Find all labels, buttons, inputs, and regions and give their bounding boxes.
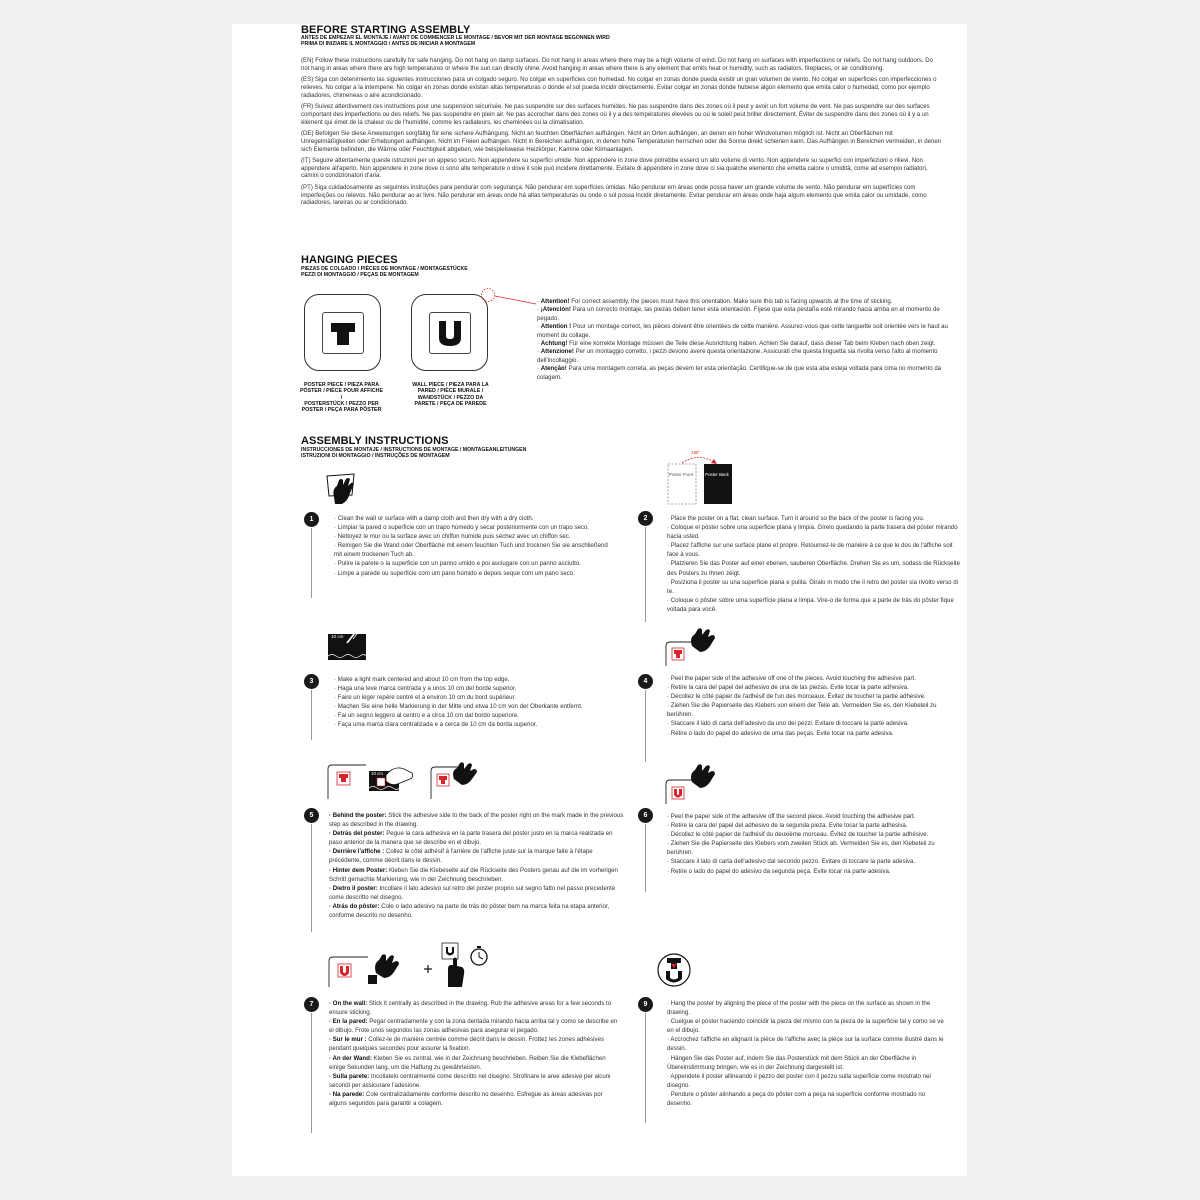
step-2-text <box>667 514 963 614</box>
step-line: · Place the poster on a flat, clean surface. Turn it around so the back of the poster is facing you. <box>667 515 925 522</box>
step-line: · Reinigen Sie die Wand oder Oberfläche mit einem feuchten Tuch und trocknen Sie sie anschließend mit einem trockenen Tuch ab. <box>334 542 608 559</box>
step-1-line <box>311 528 312 598</box>
step-line: · Faça uma marca clara centralizada e a cerca de 10 cm da borda superior. <box>334 721 538 729</box>
step-line: · Hang the poster by aligning the piece of the poster with the piece on the surface as shown in the drawing. <box>667 1000 931 1017</box>
step-line: · Retire o lado do papel do adesivo de uma das peças. Evite tocar na parte adesiva. <box>667 729 894 737</box>
stick-wall-diagram <box>324 939 504 989</box>
step-9-text <box>667 999 949 1108</box>
attention-text: Per un montaggio corretto, i pezzi devono avere questa orientazione. Assicurati che questa linguetta sia rivolta verso l'alto al momento dell'incollaggio. <box>537 348 938 364</box>
step-line: · Fai un segno leggero al centro e a circa 10 cm dal bordo superiore. <box>334 712 519 720</box>
poster-piece-caption <box>299 382 384 413</box>
step-line <box>329 999 619 1017</box>
step-4-line <box>645 690 646 762</box>
step-5-line <box>311 824 312 932</box>
hanging-subtitle-2: PEZZI DI MONTAGGIO / PEÇAS DE MONTAGEM <box>301 272 419 278</box>
intro-it: (IT) Seguire attentamente queste istruzioni per un appeso sicuro. Non appendere su superfici umide. Non appendere in zone dove potrebbe esserci un alto volume di vento. Non appendere su superfici con imperfezioni o rilievi. Non appendere all'aperto. Non appendere in zone dove ci sono alte temperature o dove il sole può incidere direttamente. Evitare di appendere in zone dove ci sia qualche elemento che emetta calore o umidità, come ad esempio radiatori, camini o condizionatori d'aria. <box>301 157 928 180</box>
step-line: · Décollez le côté papier de l'adhésif du deuxième morceau. Évitez de toucher la partie adhésive. <box>667 831 929 839</box>
step-line: · Coloque o pôster sobre uma superfície plana e limpa. Vire-o de forma que a parte de trás do pôster fique voltada para você. <box>667 596 954 613</box>
caption-line: PARED / PIÈCE MURALE / <box>417 388 484 395</box>
step-line: · Coloque el póster sobre una superficie plana y limpia. Gírelo quedando la parte trasera del póster mirando hacia usted. <box>667 524 958 541</box>
attention-notes <box>537 298 957 382</box>
step-5-number: 5 <box>304 808 319 823</box>
attention-lead: Achtung! <box>540 340 568 348</box>
step-body: Incollare il lato adesivo sul retro del poster proprio sul segno fatto nel passo precedente come descritto nel disegno. <box>329 884 616 901</box>
intro-es: (ES) Siga con detenimiento las siguientes instrucciones para un colgado seguro. No colgar en superficies con humedad. No colgar en zonas donde pueda existir un gran volumen de viento. No colgar en superficies con imperfecciones o relieves. No colgar a la intemperie. No colgar en zonas donde existan altas temperaturas o donde el sol pueda incidir directamente. Evitar colgar en zonas donde hubiese algún elemento que emita calor o humedad, como por ejemplo radiadores, chimeneas o aire acondicionado. <box>301 76 937 99</box>
before-subtitle-2: PRIMA DI INIZIARE IL MONTAGGIO / ANTES DE INICIAR A MONTAGEM <box>301 41 476 47</box>
attention-text: Para un correcto montaje, las piezas deben tener esta orientación. Fíjese que esta pestaña esté mirando hacia arriba en el momento de pegado. <box>537 306 940 322</box>
caption-line: WALL PIECE / PIEZA PARA LA <box>412 382 489 388</box>
peel-second-piece-diagram <box>662 762 722 806</box>
step-lead: · Sulla parete: <box>329 1072 370 1080</box>
step-line: · Clean the wall or surface with a damp cloth and then dry with a dry cloth. <box>334 515 534 522</box>
step-line: · Appendete il poster allineando il pezzo del poster con il pezzo sulla superficie come mostrato nel disegno. <box>667 1072 931 1089</box>
assembly-subtitle-1: INSTRUCCIONES DE MONTAJE / INSTRUCTIONS DE MONTAGE / MONTAGEANLEITUNGEN <box>301 447 527 453</box>
step-line <box>329 1035 619 1053</box>
step-3-text <box>334 675 619 730</box>
intro-pt: (PT) Siga cuidadosamente as seguintes instruções para pendurar com segurança. Não pendurar em superfícies úmidas. Não pendurar em áreas onde possa haver um grande volume de vento. Não pendurar em superfícies com imperfeições ou relevos. Não pendurar ao ar livre. Não pendurar em áreas onde há altas temperaturas ou onde o sol possa incidir diretamente. Evitar pendurar em áreas onde haja algum elemento que emita calor ou umidade, como radiadores, lareiras ou ar condicionado. <box>301 184 927 207</box>
hang-poster-diagram <box>656 952 692 990</box>
step-9-number: 9 <box>638 997 653 1012</box>
step-line <box>329 829 624 847</box>
step-body: Collez le côté adhésif à l'arrière de l'affiche juste sur la marque faite à l'étape précédente, comme décrit dans le dessin. <box>329 848 593 865</box>
poster-back-label: Poster Back <box>705 472 729 477</box>
step-lead: · Na parede: <box>329 1090 365 1098</box>
attention-de: · Achtung! Für eine korrekte Montage müssen die Teile diese Ausrichtung haben. Achten Sie darauf, dass dieser Tab beim Kleben nach oben zeigt. <box>537 340 936 348</box>
attention-fr: · Attention ! Pour un montage correct, les pièces doivent être orientées de cette manière. Assurez-vous que cette languette soit orientée vers le haut au moment du collage. <box>537 323 948 339</box>
attention-lead: ¡Atención! <box>540 306 571 314</box>
step-1-text <box>334 514 609 578</box>
attention-text: Pour un montage correct, les pièces doivent être orientées de cette manière. Assurez-vous que cette languette soit orientée vers le haut au moment du collage. <box>537 323 948 339</box>
step-5-text <box>329 811 624 920</box>
caption-line: PARETE / PEÇA DE PAREDE <box>414 400 487 407</box>
hand-cloth-icon <box>324 471 360 507</box>
poster-piece-diagram <box>304 294 381 371</box>
hanging-title: HANGING PIECES <box>301 254 398 266</box>
attention-lead: Attention ! <box>540 323 572 331</box>
caption-line: PÓSTER / PIÈCE POUR AFFICHE / <box>299 388 384 401</box>
assembly-subtitle-2: ISTRUZIONI DI MONTAGGIO / INSTRUÇÕES DE MONTAGEM <box>301 453 450 459</box>
step-line: · Décollez le côté papier de l'adhésif de l'un des morceaux. Évitez de toucher la partie adhésive. <box>667 693 926 701</box>
step-lead: · En la pared: <box>329 1018 368 1026</box>
step-lead: · Detrás del póster: <box>329 830 385 838</box>
intro-fr: (FR) Suivez attentivement ces instructions pour une suspension sécurisée. Ne pas suspendre sur des surfaces humides. Ne pas suspendre dans des zones où il peut y avoir un fort volume de vent. Ne pas suspendre sur des surfaces comportant des imperfections ou des reliefs. Ne pas suspendre en plein air. Ne pas accrocher dans des zones où il y a des températures élevées ou où le soleil peut briller directement. Éviter de suspendre dans des zones où il y a un élément qui émet de la chaleur ou de l'humidité, comme les radiateurs, les cheminées ou la climatisation. <box>301 103 930 126</box>
step-lead: · Hinter dem Poster: <box>329 866 388 874</box>
mark-poster-diagram <box>327 626 369 662</box>
peel-adhesive-diagram <box>662 626 722 668</box>
attention-en: · Attention! For correct assembly, the pieces must have this orientation. Make sure this tab is facing upwards at the time of sticking. <box>537 298 893 305</box>
step-lead: · Dietro il poster: <box>329 884 378 892</box>
step-line: · Limpiar la pared o superficie con un trapo húmedo y secar posteriormente con un trapo seco. <box>334 524 590 532</box>
step-line: · Staccare il lato di carta dell'adesivo dal secondo pezzo. Evitare di toccare la parte adesiva. <box>667 858 916 866</box>
hanging-subtitle-1: PIEZAS DE COLGADO / PIÈCES DE MONTAGE / MONTAGESTÜCKE <box>301 266 468 272</box>
step-line: · Ziehen Sie die Papierseite des Klebers von einem der Teile ab. Vermeiden Sie es, den Klebeteil zu berühren. <box>667 702 937 719</box>
step-body: Stick the adhesive side to the back of the poster right on the mark made in the previous step as described in the drawing. <box>329 812 624 829</box>
step-lead: · On the wall: <box>329 1000 368 1007</box>
step-line <box>329 902 624 920</box>
intro-en: (EN) Follow these instructions carefully for safe hanging. Do not hang on damp surfaces. Do not hang in areas where there may be a high volume of wind. Do not hang on surfaces with imperfections or reliefs. Do not hang outdoors. Do not hang in areas where there are high temperatures or where the sun can directly shine. Avoid hanging in areas where there is any element that emits heat or humidity, such as radiators, fireplaces, or air conditioning. <box>301 57 934 72</box>
step-line: · Pulire la parete o la superficie con un panno umido e poi asciugare con un panno asciutto. <box>334 560 581 568</box>
step-line: · Ziehen Sie die Papierseite des Klebers vom zweiten Stück ab. Vermeiden Sie es, den Klebeteil zu berühren. <box>667 840 935 857</box>
attention-it: · Attenzione! Per un montaggio corretto, i pezzi devono avere questa orientazione. Assicurati che questa linguetta sia rivolta verso l'alto al momento dell'incollaggio. <box>537 348 938 364</box>
step-lead: · Derrière l'affiche : <box>329 848 385 856</box>
step-4-text <box>667 674 949 738</box>
step-9-line <box>645 1013 646 1123</box>
step-body: Pegar centradamente y con la zona dentada mirando hacia arriba tal y como se describe en el dibujo. Frote unos segundos las zonas adhesivas para asegurar el pegado. <box>329 1018 618 1035</box>
step-line <box>329 847 624 865</box>
step-body: Collez-le de manière centrée comme décrit dans le dessin. Frottez les zones adhésives pendant quelques secondes pour assurer la fixation. <box>329 1036 605 1053</box>
step-line: · Pendure o pôster alinhando a peça do pôster com a peça na superfície conforme mostrado no desenho. <box>667 1090 926 1108</box>
step-line: · Platzieren Sie das Poster auf einer ebenen, sauberen Oberfläche. Drehen Sie es um, sodass die Rückseite des Posters zu Ihnen zeigt. <box>667 560 961 577</box>
step-line: · Placez l'affiche sur une surface plane et propre. Retournez-le de manière à ce que le dos de l'affiche soit face à vous. <box>667 542 953 559</box>
attention-es: · ¡Atención! Para un correcto montaje, las piezas deben tener esta orientación. Fíjese que esta pestaña esté mirando hacia arriba en el momento de pegado. <box>537 306 940 322</box>
u-shape-icon <box>430 313 470 353</box>
step-body: Cole centralizadamente conforme descrito no desenho. Esfregue as áreas adesivas por alguns segundos para garantir a colagem. <box>329 1090 603 1108</box>
caption-line: WANDSTÜCK / PEZZO DA <box>417 394 484 401</box>
step-line: · Retire la cara del papel del adhesivo de una de las piezas. Evite tocar la parte adhesiva. <box>667 684 909 692</box>
wall-piece-frame <box>429 312 471 354</box>
step-line: · Retire la cara del papel del adhesivo de la segunda pieza. Evite tocar la parte adhesiva. <box>667 822 908 830</box>
step-lead: · Atrás do pôster: <box>329 902 380 910</box>
step-body: Pegue la cara adhesiva en la parte trasera del póster justo en la marca realizada en paso anterior de la manera que se describe en el dibujo. <box>329 830 613 847</box>
step-line: · Hängen Sie das Poster auf, indem Sie das Posterstück mit dem Stück an der Oberfläche in Übereinstimmung bringen, wie es in der Zeichnung dargestellt ist. <box>667 1054 917 1071</box>
step-6-number: 6 <box>638 808 653 823</box>
ten-cm-label-2: 10 cm <box>371 771 383 776</box>
attention-lead: Atenção! <box>540 365 567 373</box>
step-line: · Faire un léger repère centré et à environ 10 cm du bord supérieur. <box>334 694 516 702</box>
step-lead: · Behind the poster: <box>329 812 387 819</box>
step-line <box>329 866 624 884</box>
attention-lead: Attenzione! <box>540 348 574 356</box>
step-line: · Limpe a parede ou superfície com um pano húmido e depois seque com um pano seco. <box>334 569 575 577</box>
before-title: BEFORE STARTING ASSEMBLY <box>301 24 471 36</box>
poster-flip-diagram <box>665 454 740 506</box>
before-subtitle-1: ANTES DE EMPEZAR EL MONTAJE / AVANT DE COMMENCER LE MONTAGE / BEVOR MIT DER MONTAGE BEGONNEN WIRD <box>301 35 610 41</box>
assembly-title: ASSEMBLY INSTRUCTIONS <box>301 435 449 447</box>
step-body: Stick it centrally as described in the drawing. Rub the adhesive areas for a few seconds to ensure sticking. <box>329 1000 612 1017</box>
caption-line: POSTERSTÜCK / PEZZO PER <box>304 400 379 407</box>
stick-poster-diagram <box>324 761 500 801</box>
step-lead: · Sur le mur : <box>329 1036 367 1044</box>
step-body: Kleben Sie die Klebeseite auf die Rückseite des Posters genau auf die im vorherigen Schritt gemachte Markierung, wie in der Zeichnung beschrieben. <box>329 866 618 883</box>
step-7-line <box>311 1013 312 1133</box>
step-1-number: 1 <box>304 512 319 527</box>
wall-piece-caption <box>408 382 493 407</box>
orientation-pointer <box>472 282 542 312</box>
before-paragraphs <box>301 57 943 211</box>
step-7-text <box>329 999 619 1108</box>
step-line: · Peel the paper side of the adhesive off the second piece. Avoid touching the adhesive part. <box>667 813 916 820</box>
step-body: Cole o lado adesivo na parte de trás do pôster bem na marca feita na etapa anterior, conforme descrito no desenho. <box>329 902 610 920</box>
ten-cm-label: 10 cm <box>331 634 344 639</box>
step-3-number: 3 <box>304 674 319 689</box>
step-line: · Make a light mark centered and about 10 cm from the top edge. <box>334 676 510 683</box>
rotate-label: 180° <box>691 450 701 455</box>
step-line <box>329 1017 619 1035</box>
attention-text: Für eine korrekte Montage müssen die Teile diese Ausrichtung haben. Achten Sie darauf, dass dieser Tab beim Kleben nach oben zeigt. <box>567 340 936 348</box>
step-line: · Haga una leve marca centrada y a unos 10 cm del borde superior. <box>334 685 517 693</box>
step-line: · Accrochez l'affiche en alignant la pièce de l'affiche avec la pièce sur la surface comme illustré dans le dessin. <box>667 1036 944 1053</box>
step-line: · Nettoyez le mur ou la surface avec un chiffon humide puis séchez avec un chiffon sec. <box>334 533 571 541</box>
step-line <box>329 811 624 829</box>
step-7-number: 7 <box>304 997 319 1012</box>
step-lead: · An der Wand: <box>329 1054 372 1062</box>
step-2-number: 2 <box>638 511 653 526</box>
step-2-line <box>645 527 646 622</box>
step-line: · Staccare il lato di carta dell'adesivo da uno dei pezzi. Evitare di toccare la parte adesiva. <box>667 720 909 728</box>
step-body: Incollatelo centralmente come descritto nel disegno. Strofinare le aree adesive per alcuni secondi per assicurare l'adesione. <box>329 1072 611 1089</box>
step-6-text <box>667 812 949 876</box>
step-body: Kleben Sie es zentral, wie in der Zeichnung beschrieben. Reiben Sie die Klebeflächen einige Sekunden lang, um die Haftung zu gewährleisten. <box>329 1054 606 1071</box>
step-line: · Machen Sie eine helle Markierung in der Mitte und etwa 10 cm von der Oberkante entfernt. <box>334 703 583 711</box>
step-line: · Retire o lado do papel do adesivo da segunda peça. Evite tocar na parte adesiva. <box>667 867 891 875</box>
step-line <box>329 884 624 902</box>
step-line: · Cuelgue el póster haciendo coincidir la pieza del mismo con la pieza de la superficie tal y como se ve en el dibujo. <box>667 1018 944 1035</box>
poster-piece-frame <box>322 312 364 354</box>
attention-lead: Attention! <box>540 298 570 305</box>
attention-text: Para uma montagem correta, as peças devem ter esta orientação. Certifique-se de que esta aba esteja voltada para cima no momento da colagem. <box>537 365 942 381</box>
step-4-number: 4 <box>638 674 653 689</box>
attention-text: For correct assembly, the pieces must have this orientation. Make sure this tab is facing upwards at the time of sticking. <box>569 298 893 305</box>
step-6-line <box>645 824 646 892</box>
step-line <box>329 1072 619 1090</box>
step-line: · Posiziona il poster su una superficie piana e pulita. Giralo in modo che il retro del poster sia rivolto verso di te. <box>667 578 958 595</box>
intro-de: (DE) Befolgen Sie diese Anweisungen sorgfältig für eine sichere Aufhängung. Nicht an feuchten Oberflächen aufhängen. Nicht an Orten aufhängen, an denen ein hoher Windvolumen möglich ist. Nicht an Oberflächen mit Unregelmäßigkeiten oder Erhebungen aufhängen. Nicht im Freien aufhängen. Nicht in Bereichen aufhängen, in denen hohe Temperaturen herrschen oder die Sonne direkt scheinen kann. Das Aufhängen in Bereichen vermeiden, in denen sich Elemente befinden, die Wärme oder Feuchtigkeit abgeben, wie beispielsweise Heizkörper, Kamine oder Klimaanlagen. <box>301 130 942 153</box>
caption-line: POSTER PIECE / PIEZA PARA <box>303 382 380 388</box>
t-shape-icon <box>323 313 363 353</box>
step-line <box>329 1090 619 1108</box>
step-3-line <box>311 690 312 740</box>
attention-pt: · Atenção! Para uma montagem correta, as peças devem ter esta orientação. Certifique-se de que esta aba esteja voltada para cima no momento da colagem. <box>537 365 942 381</box>
step-line: · Peel the paper side of the adhesive off one of the pieces. Avoid touching the adhesive part. <box>667 675 916 682</box>
instruction-sheet <box>232 24 967 1176</box>
caption-line: POSTER / PEÇA PARA PÔSTER <box>301 407 382 414</box>
poster-front-label: Poster Front <box>668 472 694 477</box>
step-line <box>329 1054 619 1072</box>
